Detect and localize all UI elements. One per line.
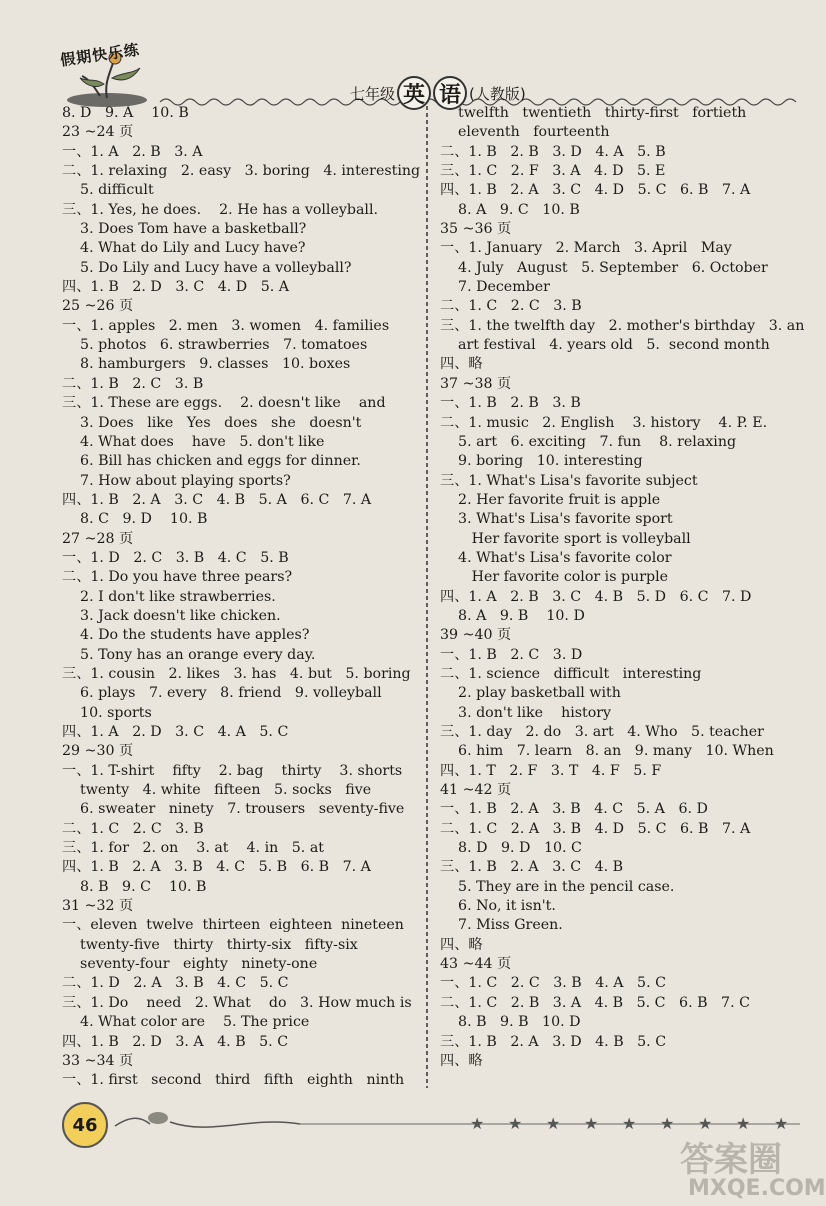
answer-line: 二、1. relaxing 2. easy 3. boring 4. interesting	[62, 163, 421, 180]
answer-line: 二、1. C 2. B 3. A 4. B 5. C 6. B 7. C	[440, 994, 750, 1011]
edition-label: (人教版)	[469, 84, 526, 103]
answer-line: 4. July August 5. September 6. October	[440, 259, 768, 276]
grade-label: 七年级	[350, 84, 396, 103]
answer-line: 三、1. B 2. A 3. C 4. B	[440, 859, 624, 876]
answer-line: 2. I don't like strawberries.	[62, 588, 276, 605]
answer-line: 8. B 9. C 10. B	[62, 878, 207, 895]
svg-text:★: ★	[736, 1114, 751, 1133]
answer-line: 4. What's Lisa's favorite color	[440, 549, 672, 566]
answer-line: 四、1. A 2. B 3. C 4. B 5. D 6. C 7. D	[440, 588, 752, 605]
answer-line: 6. him 7. learn 8. an 9. many 10. When	[440, 743, 774, 760]
answer-line: 三、1. Do need 2. What do 3. How much is	[62, 994, 412, 1011]
answer-line: 四、1. B 2. A 3. C 4. D 5. C 6. B 7. A	[440, 182, 751, 199]
answer-line: 3. What's Lisa's favorite sport	[440, 511, 673, 528]
answer-line: 6. Bill has chicken and eggs for dinner.	[62, 453, 361, 470]
answer-line: 四、略	[440, 356, 483, 373]
watermark-logo: 答案圈	[680, 1140, 782, 1180]
answer-line: 一、1. T-shirt fifty 2. bag thirty 3. shorts	[62, 762, 403, 779]
answer-line: 7. How about playing sports?	[62, 472, 291, 489]
answer-line: 39 ~40 页	[440, 627, 512, 644]
answer-line: 8. A 9. C 10. B	[440, 201, 580, 218]
answer-line: 二、1. B 2. B 3. D 4. A 5. B	[440, 143, 666, 160]
answer-line: 5. Do Lily and Lucy have a volleyball?	[62, 259, 352, 276]
subject-char-1: 英	[397, 76, 431, 110]
answer-line: 25 ~26 页	[62, 298, 134, 315]
answer-line: 一、1. A 2. B 3. A	[62, 143, 203, 160]
answer-line: 43 ~44 页	[440, 956, 512, 973]
answer-line: 33 ~34 页	[62, 1052, 134, 1069]
watermark-url: MXQE.COM	[688, 1176, 826, 1201]
answer-line: 四、1. T 2. F 3. T 4. F 5. F	[440, 762, 662, 779]
answer-line: 三、1. day 2. do 3. art 4. Who 5. teacher	[440, 724, 764, 740]
answer-line: 4. What color are 5. The price	[62, 1014, 310, 1031]
answer-line: 6. sweater ninety 7. trousers seventy-five	[62, 801, 405, 818]
answer-line: 二、1. C 2. C 3. B	[62, 820, 204, 837]
answer-line: 8. D 9. A 10. B	[62, 105, 189, 121]
answer-line: art festival 4. years old 5. second month	[440, 337, 770, 354]
answers-left-column	[62, 104, 421, 1091]
answer-line: 三、1. B 2. A 3. D 4. B 5. C	[440, 1033, 667, 1050]
answer-line: 三、1. the twelfth day 2. mother's birthday 3. an	[440, 317, 805, 334]
answer-line: 8. C 9. D 10. B	[62, 511, 208, 528]
answer-line: 一、eleven twelve thirteen eighteen nineteen	[62, 917, 404, 934]
answer-line: 三、1. C 2. F 3. A 4. D 5. E	[440, 163, 666, 180]
answer-line: 7. Miss Green.	[440, 917, 563, 934]
answer-line: 3. Does like Yes does she doesn't	[62, 414, 362, 431]
answer-line: 5. Tony has an orange every day.	[62, 646, 316, 663]
answer-line: 一、1. B 2. B 3. B	[440, 395, 581, 412]
answer-line: 四、1. B 2. A 3. B 4. C 5. B 6. B 7. A	[62, 859, 371, 876]
svg-text:★: ★	[660, 1114, 675, 1133]
answer-line: 四、略	[440, 1052, 483, 1069]
answer-line: 一、1. C 2. C 3. B 4. A 5. C	[440, 975, 666, 992]
answer-line: 二、1. science difficult interesting	[440, 665, 702, 682]
answer-line: 5. difficult	[62, 182, 154, 199]
answer-line: 一、1. apples 2. men 3. women 4. families	[62, 317, 390, 334]
answer-line: 一、1. B 2. A 3. B 4. C 5. A 6. D	[440, 801, 708, 818]
answer-line: 3. Jack doesn't like chicken.	[62, 607, 281, 624]
answer-line: 5. They are in the pencil case.	[440, 878, 675, 895]
subject-char-2: 语	[433, 76, 467, 110]
answer-line: 二、1. Do you have three pears?	[62, 569, 293, 586]
svg-text:★: ★	[584, 1114, 599, 1133]
answer-line: 31 ~32 页	[62, 898, 134, 915]
answer-line: 8. B 9. B 10. D	[440, 1014, 581, 1031]
answer-line: 5. photos 6. strawberries 7. tomatoes	[62, 337, 368, 354]
answer-line: 二、1. C 2. A 3. B 4. D 5. C 6. B 7. A	[440, 820, 751, 837]
answer-line: 一、1. D 2. C 3. B 4. C 5. B	[62, 549, 289, 566]
answer-line: 5. art 6. exciting 7. fun 8. relaxing	[440, 433, 737, 450]
logo-title: 假期快乐练	[59, 40, 141, 70]
answer-line: 8. hamburgers 9. classes 10. boxes	[62, 356, 351, 373]
answer-line: 41 ~42 页	[440, 782, 512, 799]
answer-line: 一、1. first second third fifth eighth ninth	[62, 1072, 405, 1089]
answer-line: seventy-four eighty ninety-one	[62, 956, 318, 973]
svg-text:★: ★	[698, 1114, 713, 1133]
answer-line: 10. sports	[62, 704, 152, 721]
svg-text:★: ★	[546, 1114, 561, 1133]
answer-line: 一、1. B 2. C 3. D	[440, 646, 583, 663]
answer-line: 四、1. B 2. A 3. C 4. B 5. A 6. C 7. A	[62, 491, 372, 508]
answer-line: 8. A 9. B 10. D	[440, 607, 585, 624]
answer-line: twelfth twentieth thirty-first fortieth	[440, 105, 747, 121]
answer-line: 2. Her favorite fruit is apple	[440, 491, 661, 508]
answer-line: 9. boring 10. interesting	[440, 453, 643, 470]
answer-line: 二、1. B 2. C 3. B	[62, 375, 204, 392]
answer-line: 3. don't like history	[440, 704, 612, 721]
answer-line: 6. plays 7. every 8. friend 9. volleyball	[62, 685, 382, 702]
answer-line: 8. D 9. D 10. C	[440, 840, 582, 857]
answer-line: 四、略	[440, 936, 483, 953]
answer-line: eleventh fourteenth	[440, 124, 610, 141]
answer-line: 7. December	[440, 279, 550, 296]
answer-line: 一、1. January 2. March 3. April May	[440, 240, 732, 257]
answer-line: 6. No, it isn't.	[440, 898, 556, 915]
answer-line: 二、1. C 2. C 3. B	[440, 298, 582, 315]
answer-line: 29 ~30 页	[62, 743, 134, 760]
answer-line: twenty-five thirty thirty-six fifty-six	[62, 936, 358, 953]
svg-text:★: ★	[774, 1114, 789, 1133]
svg-text:★: ★	[470, 1114, 485, 1133]
answer-line: 三、1. cousin 2. likes 3. has 4. but 5. boring	[62, 665, 411, 682]
svg-text:★: ★	[622, 1114, 637, 1133]
answer-line: Her favorite sport is volleyball	[440, 530, 691, 547]
answer-line: 23 ~24 页	[62, 124, 134, 141]
answer-line: 4. What do Lily and Lucy have?	[62, 240, 306, 257]
answer-line: 二、1. music 2. English 3. history 4. P. E.	[440, 414, 768, 431]
answer-line: 2. play basketball with	[440, 685, 621, 702]
answer-line: 四、1. A 2. D 3. C 4. A 5. C	[62, 724, 289, 740]
answer-line: 3. Does Tom have a basketball?	[62, 221, 307, 238]
answer-line: 27 ~28 页	[62, 530, 134, 547]
page-number: 46	[62, 1102, 108, 1148]
answer-line: Her favorite color is purple	[440, 569, 669, 586]
answer-line: 35 ~36 页	[440, 221, 512, 238]
column-divider	[426, 106, 428, 1088]
answer-line: 37 ~38 页	[440, 375, 512, 392]
answers-right-column	[440, 104, 805, 1071]
answer-line: 二、1. D 2. A 3. B 4. C 5. C	[62, 975, 289, 992]
answer-line: 四、1. B 2. D 3. A 4. B 5. C	[62, 1033, 289, 1050]
answer-line: twenty 4. white fifteen 5. socks five	[62, 782, 372, 799]
answer-line: 4. What does have 5. don't like	[62, 433, 325, 450]
answer-line: 三、1. for 2. on 3. at 4. in 5. at	[62, 840, 324, 857]
answer-line: 四、1. B 2. D 3. C 4. D 5. A	[62, 279, 290, 296]
answer-line: 三、1. These are eggs. 2. doesn't like and	[62, 395, 386, 412]
answer-line: 三、1. Yes, he does. 2. He has a volleyball.	[62, 201, 378, 218]
answer-line: 4. Do the students have apples?	[62, 627, 310, 644]
svg-text:★: ★	[508, 1114, 523, 1133]
answer-line: 三、1. What's Lisa's favorite subject	[440, 472, 698, 489]
